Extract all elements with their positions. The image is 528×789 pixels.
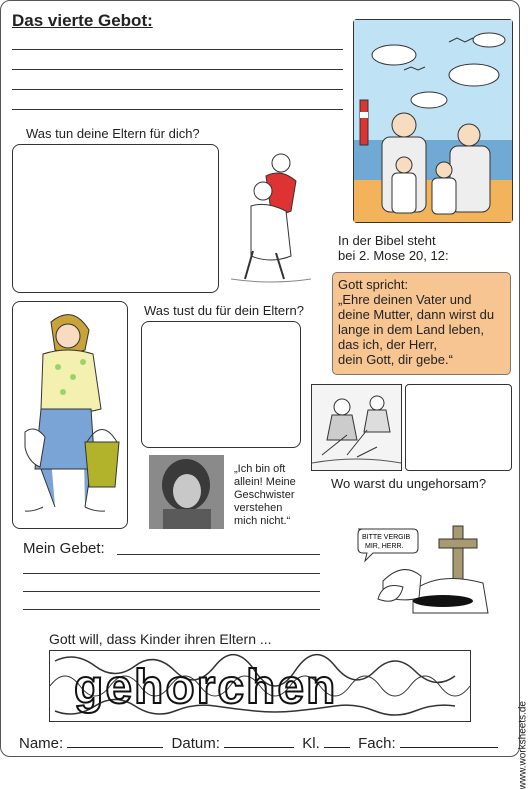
child-quote-line: „Ich bin oft [234, 463, 286, 475]
subject-label: Fach: [358, 735, 396, 752]
answer-line[interactable] [12, 89, 343, 90]
quote-line: deine Mutter, dann wirst du [338, 307, 495, 322]
answer-box-disobedient[interactable] [405, 384, 512, 471]
child-quote [234, 463, 296, 528]
answer-line[interactable] [12, 109, 343, 110]
girl-bucket-illustration [12, 301, 128, 529]
page-title: Das vierte Gebot: [12, 11, 153, 30]
prayer-label: Mein Gebet: [23, 540, 105, 557]
word-maze [49, 650, 471, 722]
quote-line: „Ehre deinen Vater und [338, 292, 472, 307]
answer-box-parents[interactable] [12, 144, 219, 293]
child-quote-line: verstehen [234, 502, 283, 514]
name-label: Name: [19, 735, 64, 752]
prayer-line[interactable] [23, 573, 320, 574]
child-quote-line: Geschwister [234, 489, 295, 501]
answer-box-you[interactable] [141, 321, 301, 448]
praying-illustration [353, 521, 493, 613]
footer-fields [19, 735, 498, 752]
family-illustration [353, 19, 513, 223]
will-text: Gott will, dass Kinder ihren Eltern ... [49, 631, 272, 647]
speech-bubble-line-2: MIR, HERR. [365, 543, 404, 550]
bible-quote-box [332, 272, 511, 375]
question-parents: Was tun deine Eltern für dich? [26, 126, 200, 141]
quote-line: dein Gott, dir gebe.“ [338, 352, 453, 367]
child-quote-line: mich nicht.“ [234, 515, 291, 527]
prayer-line[interactable] [23, 591, 320, 592]
bible-ref-line-1: In der Bibel steht [338, 233, 436, 248]
class-field[interactable] [324, 735, 350, 748]
child-photo [149, 455, 224, 529]
subject-field[interactable] [400, 735, 498, 748]
question-disobedient: Wo warst du ungehorsam? [331, 476, 487, 491]
quote-line: lange in dem Land leben, [338, 322, 485, 337]
quote-line: das ich, der Herr, [338, 337, 437, 352]
answer-line[interactable] [12, 69, 343, 70]
website-credit: www.worksheets.de [517, 701, 528, 789]
child-quote-line: allein! Meine [234, 476, 296, 488]
speech-bubble-line-1: BITTE VERGIB [362, 534, 411, 541]
question-you: Was tust du für dein Eltern? [144, 303, 304, 318]
bible-ref-line-2: bei 2. Mose 20, 12: [338, 248, 449, 263]
maze-word: gehorchen [74, 661, 338, 714]
answer-line[interactable] [12, 49, 343, 50]
prayer-line[interactable] [23, 609, 320, 610]
piggyback-illustration [231, 151, 311, 286]
prayer-line[interactable] [117, 554, 320, 555]
date-field[interactable] [224, 735, 294, 748]
date-label: Datum: [171, 735, 220, 752]
name-field[interactable] [67, 735, 163, 748]
class-label: Kl. [302, 735, 320, 752]
children-playing-illustration [311, 384, 402, 471]
quote-line: Gott spricht: [338, 277, 409, 292]
